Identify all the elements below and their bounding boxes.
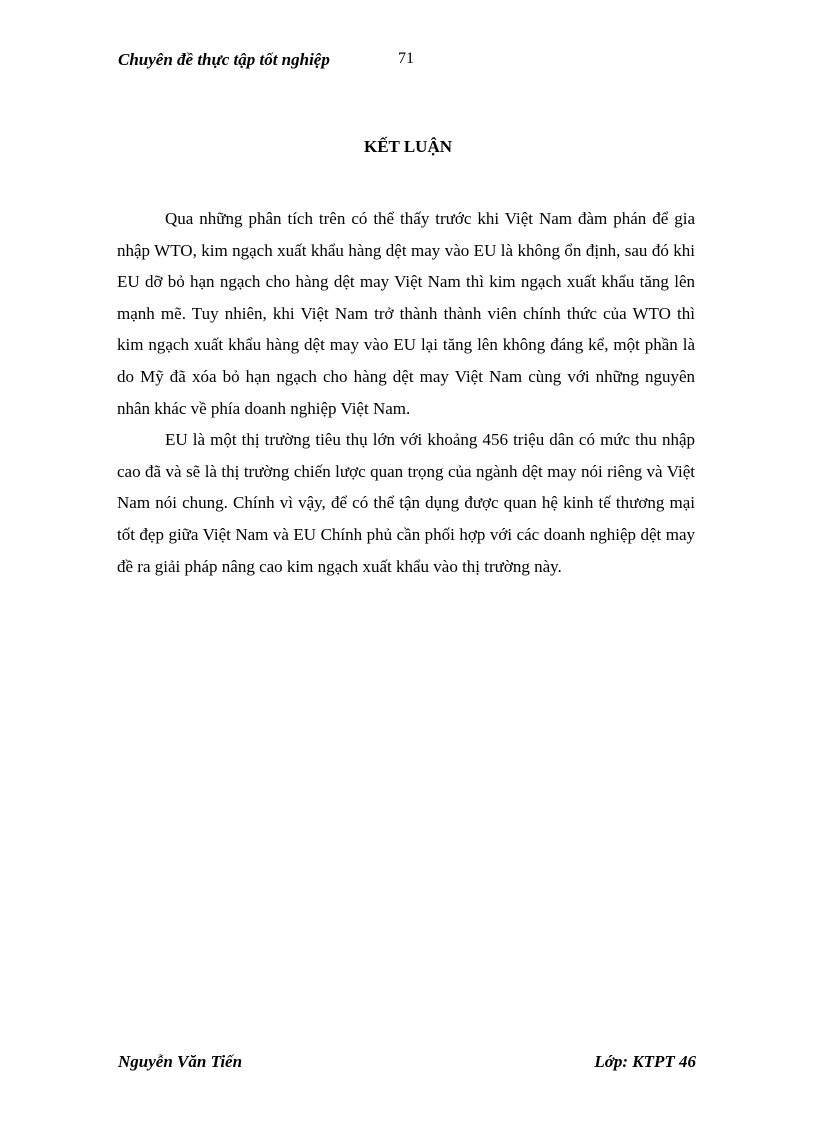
header-title: Chuyên đề thực tập tốt nghiệp <box>118 50 330 69</box>
paragraph: EU là một thị trường tiêu thụ lớn với khoảng 456 triệu dân có mức thu nhập cao đã và sẽ là thị trường chiến lược quan trọng của ngành dệt may nói riêng và Việt Nam nói chung. Chính vì vậy, để có thể tận dụng được quan hệ kinh tế thương mại tốt đẹp giữa Việt Nam và EU Chính phủ cần phối hợp với các doanh nghiệp dệt may đề ra giải pháp nâng cao kim ngạch xuất khẩu vào thị trường này. <box>117 430 695 576</box>
paragraph: Qua những phân tích trên có thể thấy trước khi Việt Nam đàm phán để gia nhập WTO, kim ngạch xuất khẩu hàng dệt may vào EU là không ổn định, sau đó khi EU dỡ bỏ hạn ngạch cho hàng dệt may Việt Nam thì kim ngạch xuất khẩu tăng lên mạnh mẽ. Tuy nhiên, khi Việt Nam trở thành thành viên chính thức của WTO thì kim ngạch xuất khẩu hàng dệt may vào EU lại tăng lên không đáng kể, một phần là do Mỹ đã xóa bỏ hạn ngạch cho hàng dệt may Việt Nam cùng với những nguyên nhân khác về phía doanh nghiệp Việt Nam. <box>117 209 695 418</box>
page-number: 71 <box>398 50 414 67</box>
footer-class-label: Lớp: KTPT 46 <box>594 1052 696 1071</box>
body-text <box>117 203 695 582</box>
footer-author: Nguyễn Văn Tiến <box>118 1052 243 1071</box>
section-heading: KẾT LUẬN <box>363 137 452 156</box>
